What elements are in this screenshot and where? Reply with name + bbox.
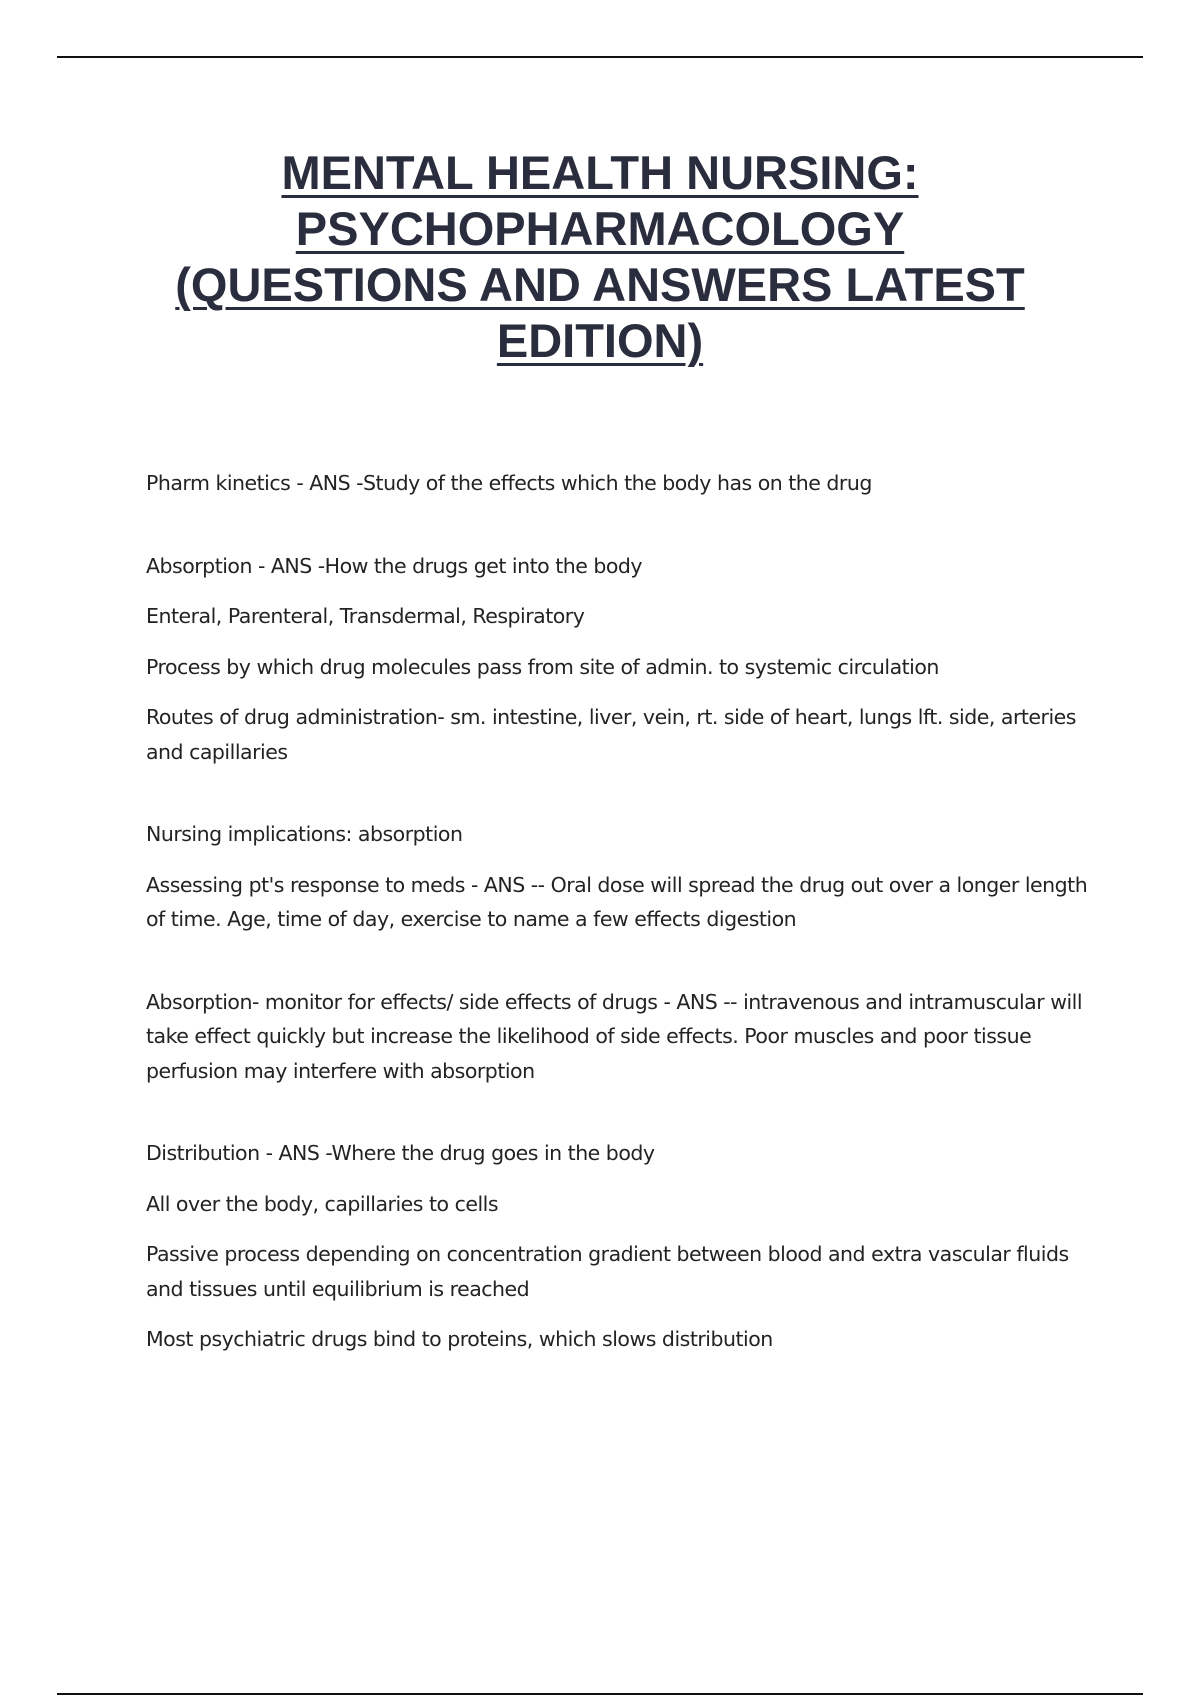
paragraph-absorption-process: Process by which drug molecules pass from site of admin. to systemic circulation bbox=[146, 654, 939, 679]
paragraph-distribution: Distribution - ANS -Where the drug goes in the body bbox=[146, 1141, 655, 1165]
paragraph-absorption-monitor: Absorption- monitor for effects/ side effects of drugs - ANS -- intravenous and intramuscular will take effect quickly but increase the likelihood of side effects. Poor muscles and poor tissue perfusion may interfere with absorption bbox=[146, 989, 1083, 1083]
paragraph-routes-administration: Routes of drug administration- sm. intestine, liver, vein, rt. side of heart, lungs lft. side, arteries and capillaries bbox=[146, 705, 1076, 764]
paragraph-nursing-implications: Nursing implications: absorption bbox=[146, 822, 463, 846]
paragraph-assessing-response: Assessing pt's response to meds - ANS -- Oral dose will spread the drug out over a longer length of time. Age, time of day, exercise to name a few effects digestion bbox=[146, 872, 1088, 931]
title-line-2: PSYCHOPHARMACOLOGY bbox=[295, 202, 905, 255]
title-line-4: EDITION) bbox=[496, 314, 704, 367]
paragraph-distribution-process: Passive process depending on concentration gradient between blood and extra vascular fluids and tissues until equilibrium is reached bbox=[146, 1242, 1069, 1301]
document-body bbox=[146, 466, 1096, 1373]
paragraph-pharm-kinetics: Pharm kinetics - ANS -Study of the effects which the body has on the drug bbox=[146, 471, 872, 495]
bottom-rule bbox=[57, 1693, 1143, 1695]
paragraph-distribution-scope: All over the body, capillaries to cells bbox=[146, 1191, 499, 1216]
paragraph-protein-binding: Most psychiatric drugs bind to proteins, which slows distribution bbox=[146, 1327, 773, 1351]
document-title bbox=[100, 145, 1100, 369]
paragraph-absorption-routes: Enteral, Parenteral, Transdermal, Respiratory bbox=[146, 604, 585, 628]
title-line-1: MENTAL HEALTH NURSING: bbox=[281, 146, 919, 199]
top-rule bbox=[57, 56, 1143, 58]
title-line-3: (QUESTIONS AND ANSWERS LATEST bbox=[175, 258, 1025, 311]
paragraph-absorption: Absorption - ANS -How the drugs get into the body bbox=[146, 553, 643, 578]
